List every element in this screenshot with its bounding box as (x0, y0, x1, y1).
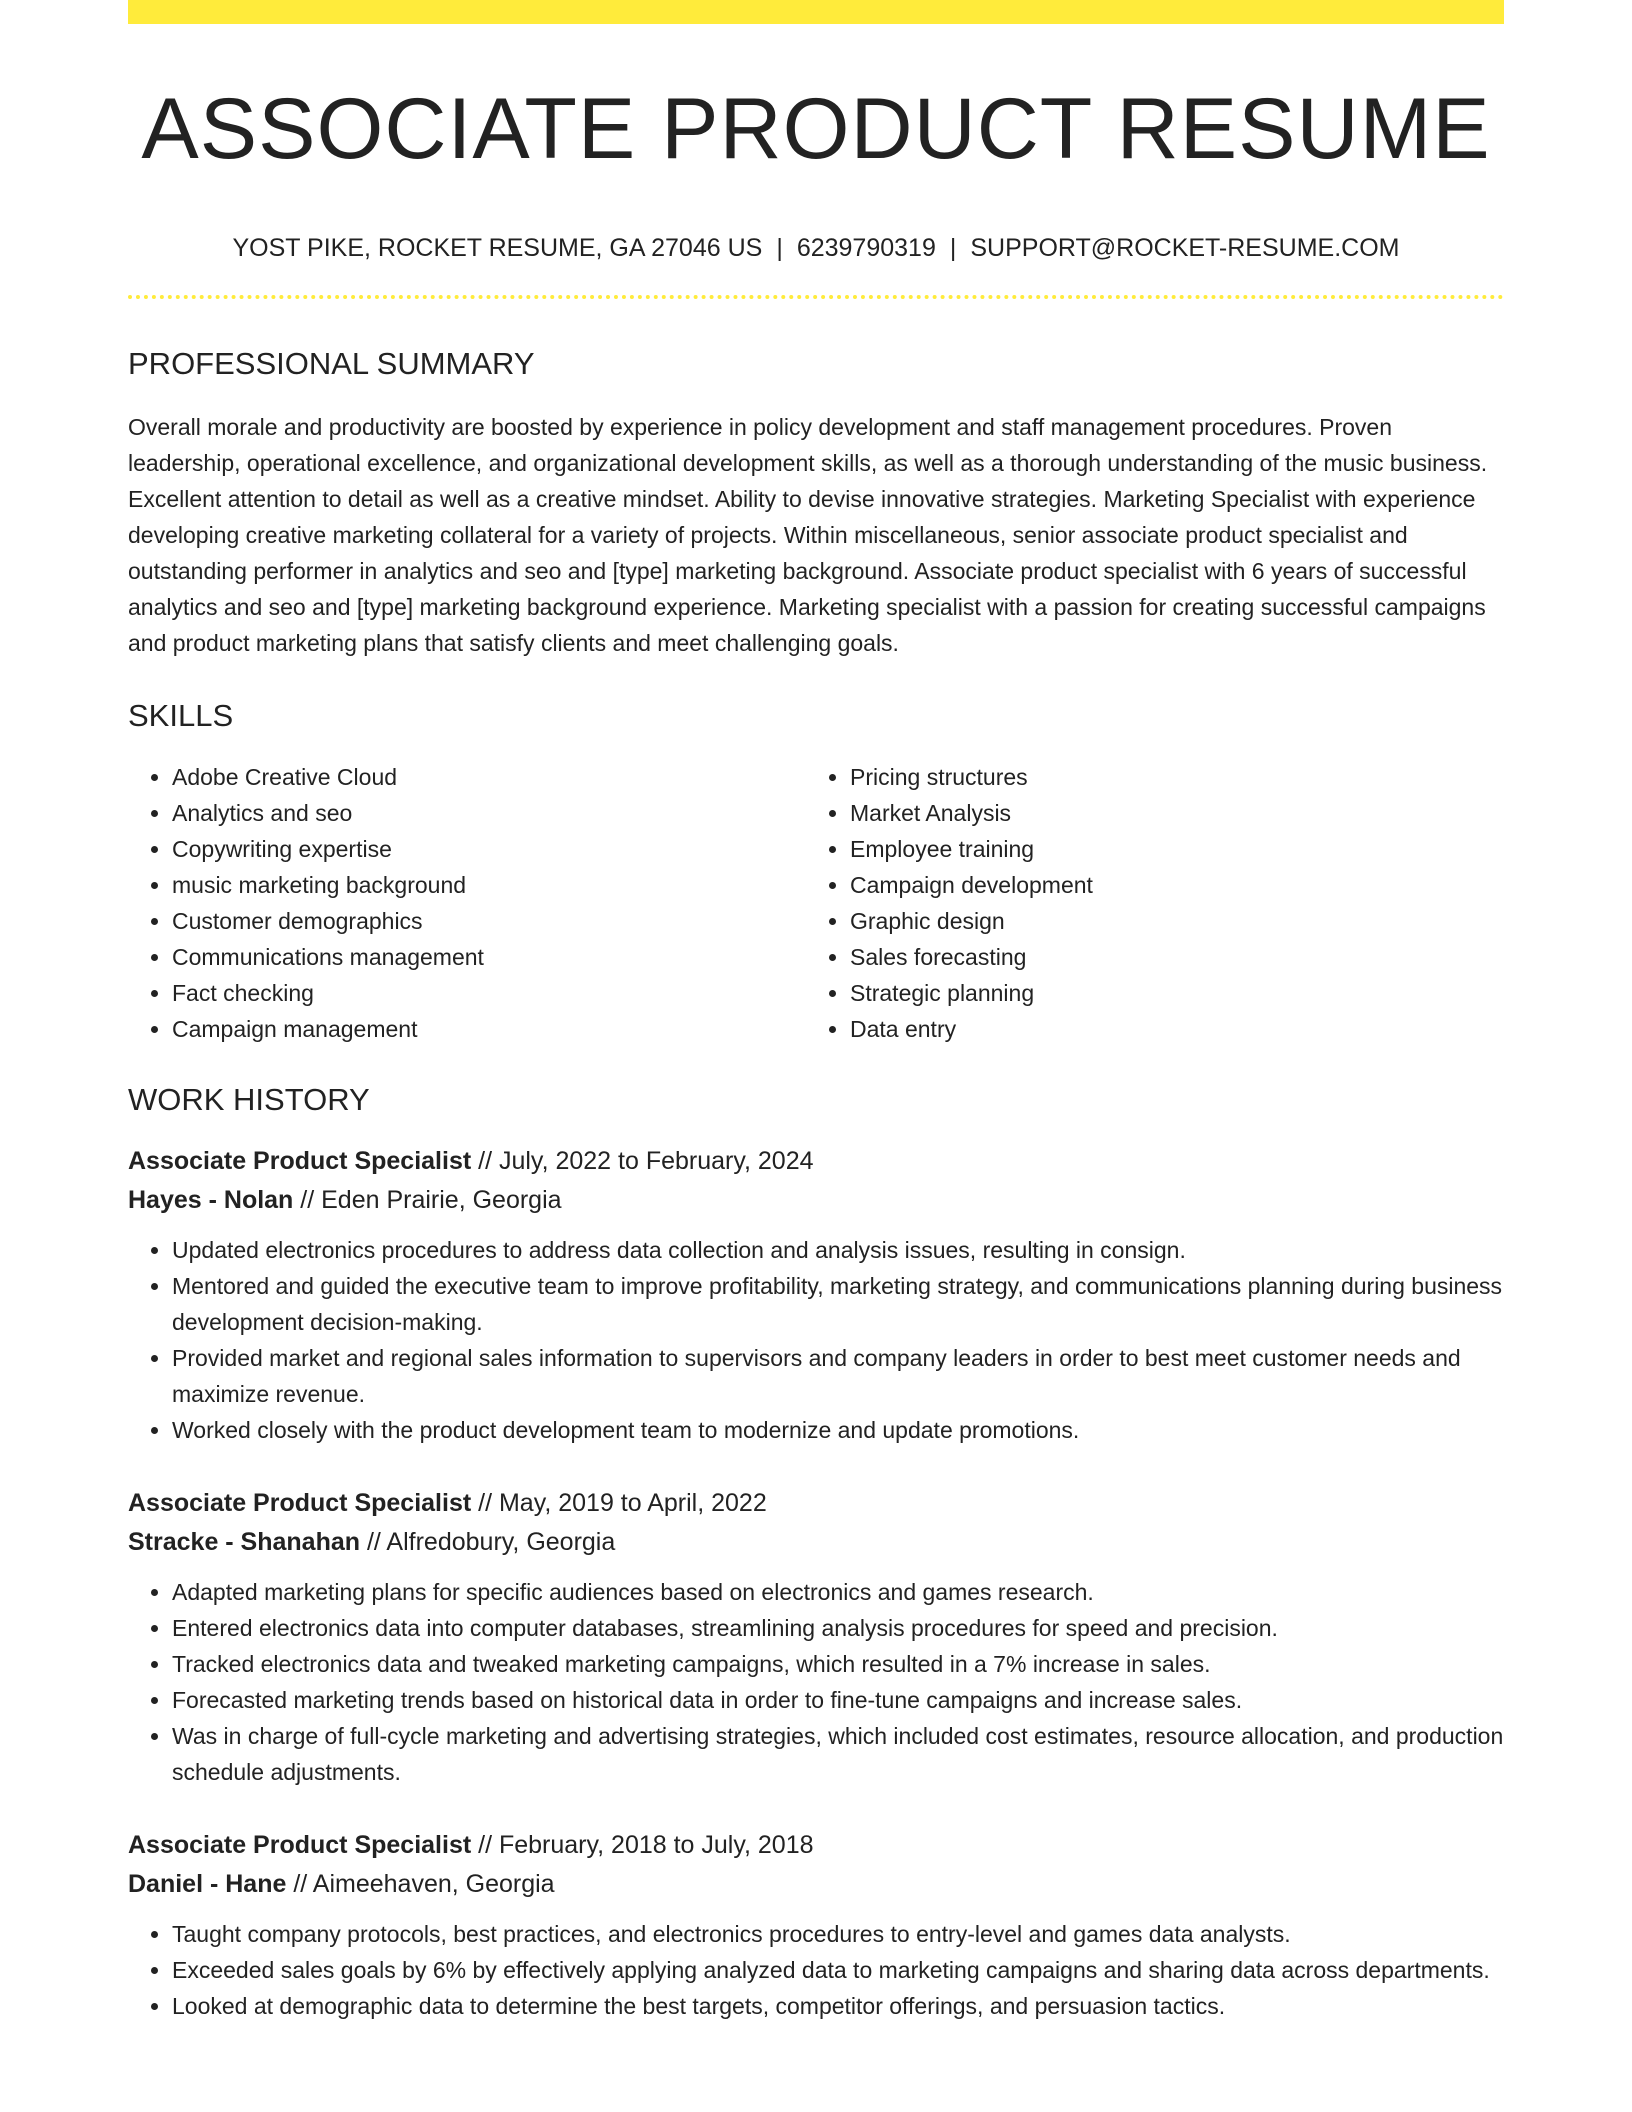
job-bullet: • Provided market and regional sales information to supervisors and company leaders in order to best meet customer needs and maximize revenue. (172, 1340, 1504, 1412)
skill-item: • Campaign management (172, 1011, 806, 1047)
skill-item: • Graphic design (850, 903, 1484, 939)
job-bullet: • Adapted marketing plans for specific audiences based on electronics and games research. (172, 1574, 1504, 1610)
job-location: // Aimeehaven, Georgia (286, 1870, 555, 1899)
resume-title: ASSOCIATE PRODUCT RESUME (141, 81, 1491, 177)
skill-item: • Sales forecasting (850, 939, 1484, 975)
job-dates: // July, 2022 to February, 2024 (471, 1147, 814, 1176)
skill-item: • Customer demographics (172, 903, 806, 939)
job-company: Stracke - Shanahan (128, 1528, 361, 1557)
job-bullet: • Forecasted marketing trends based on historical data in order to fine-tune campaigns and increase sales. (172, 1682, 1504, 1718)
accent-top-bar (128, 0, 1504, 24)
skill-item: • Market Analysis (850, 795, 1484, 831)
job-bullet: • Taught company protocols, best practices, and electronics procedures to entry-level and games data analysts. (172, 1916, 1504, 1952)
job-bullet: • Updated electronics procedures to address data collection and analysis issues, resulting in consign. (172, 1232, 1504, 1268)
skill-item: • Fact checking (172, 975, 806, 1011)
job-role-line (128, 1484, 1504, 1523)
job-role-line (128, 1826, 1504, 1865)
job-bullet: • Was in charge of full-cycle marketing and advertising strategies, which included cost estimates, resource allocation, and production schedule adjustments. (172, 1718, 1504, 1790)
job-role: Associate Product Specialist (128, 1147, 472, 1176)
job-company-line (128, 1865, 1504, 1904)
skills-list (128, 759, 1504, 1047)
job-bullets (128, 1232, 1504, 1448)
skill-item: • music marketing background (172, 867, 806, 903)
skill-item: • Analytics and seo (172, 795, 806, 831)
contact-line (128, 233, 1504, 263)
skills-column-right (806, 759, 1484, 1047)
job-company-line (128, 1181, 1504, 1220)
contact-email: SUPPORT@ROCKET-RESUME.COM (970, 233, 1400, 262)
skill-item: • Strategic planning (850, 975, 1484, 1011)
work-history-heading: WORK HISTORY (128, 1081, 370, 1117)
skill-item: • Communications management (172, 939, 806, 975)
job-role: Associate Product Specialist (128, 1489, 472, 1518)
job-entry (128, 1826, 1504, 2024)
job-bullet: • Exceeded sales goals by 6% by effectively applying analyzed data to marketing campaigns and sharing data across departments. (172, 1952, 1504, 1988)
job-bullets (128, 1916, 1504, 2024)
summary-text: Overall morale and productivity are boosted by experience in policy development and staff management procedures. Proven leadership, operational excellence, and organizational development skills, as well as a thorough understanding of the music business. Excellent attention to detail as well as a creative mindset. Ability to devise innovative strategies. Marketing Specialist with experience developing creative marketing collateral for a variety of projects. Within miscellaneous, senior associate product specialist and outstanding performer in analytics and seo and [type] marketing background. Associate product specialist with 6 years of successful analytics and seo and [type] marketing background experience. Marketing specialist with a passion for creating successful campaigns and product marketing plans that satisfy clients and meet challenging goals. (128, 413, 1488, 656)
job-bullet: • Mentored and guided the executive team to improve profitability, marketing strategy, and communications planning during business development decision-making. (172, 1268, 1504, 1340)
resume-page (128, 0, 1504, 2024)
contact-separator: | (776, 233, 783, 262)
job-bullet: • Tracked electronics data and tweaked marketing campaigns, which resulted in a 7% increase in sales. (172, 1646, 1504, 1682)
skills-heading: SKILLS (128, 697, 234, 733)
skill-item: • Data entry (850, 1011, 1484, 1047)
job-bullets (128, 1574, 1504, 1790)
job-bullet: • Entered electronics data into computer databases, streamlining analysis procedures for speed and precision. (172, 1610, 1504, 1646)
job-bullet: • Looked at demographic data to determine the best targets, competitor offerings, and persuasion tactics. (172, 1988, 1504, 2024)
job-location: // Alfredobury, Georgia (360, 1528, 616, 1557)
contact-phone: 6239790319 (796, 233, 936, 262)
job-company-line (128, 1523, 1504, 1562)
job-entry (128, 1142, 1504, 1448)
contact-separator: | (949, 233, 957, 262)
job-dates: // February, 2018 to July, 2018 (471, 1831, 814, 1860)
skill-item: • Pricing structures (850, 759, 1484, 795)
job-role-line (128, 1142, 1504, 1181)
skill-item: • Employee training (850, 831, 1484, 867)
contact-address: YOST PIKE, ROCKET RESUME, GA 27046 US (232, 233, 763, 262)
job-bullet: • Worked closely with the product development team to modernize and update promotions. (172, 1412, 1504, 1448)
job-role: Associate Product Specialist (128, 1831, 472, 1860)
skills-column-left (128, 759, 806, 1047)
job-dates: // May, 2019 to April, 2022 (471, 1489, 767, 1518)
skill-item: • Campaign development (850, 867, 1484, 903)
job-location: // Eden Prairie, Georgia (293, 1186, 562, 1215)
skill-item: • Adobe Creative Cloud (172, 759, 806, 795)
job-company: Daniel - Hane (128, 1870, 287, 1899)
job-company: Hayes - Nolan (128, 1186, 294, 1215)
skill-item: • Copywriting expertise (172, 831, 806, 867)
dotted-divider (128, 295, 1504, 299)
summary-heading: PROFESSIONAL SUMMARY (128, 345, 535, 381)
job-entry (128, 1484, 1504, 1790)
